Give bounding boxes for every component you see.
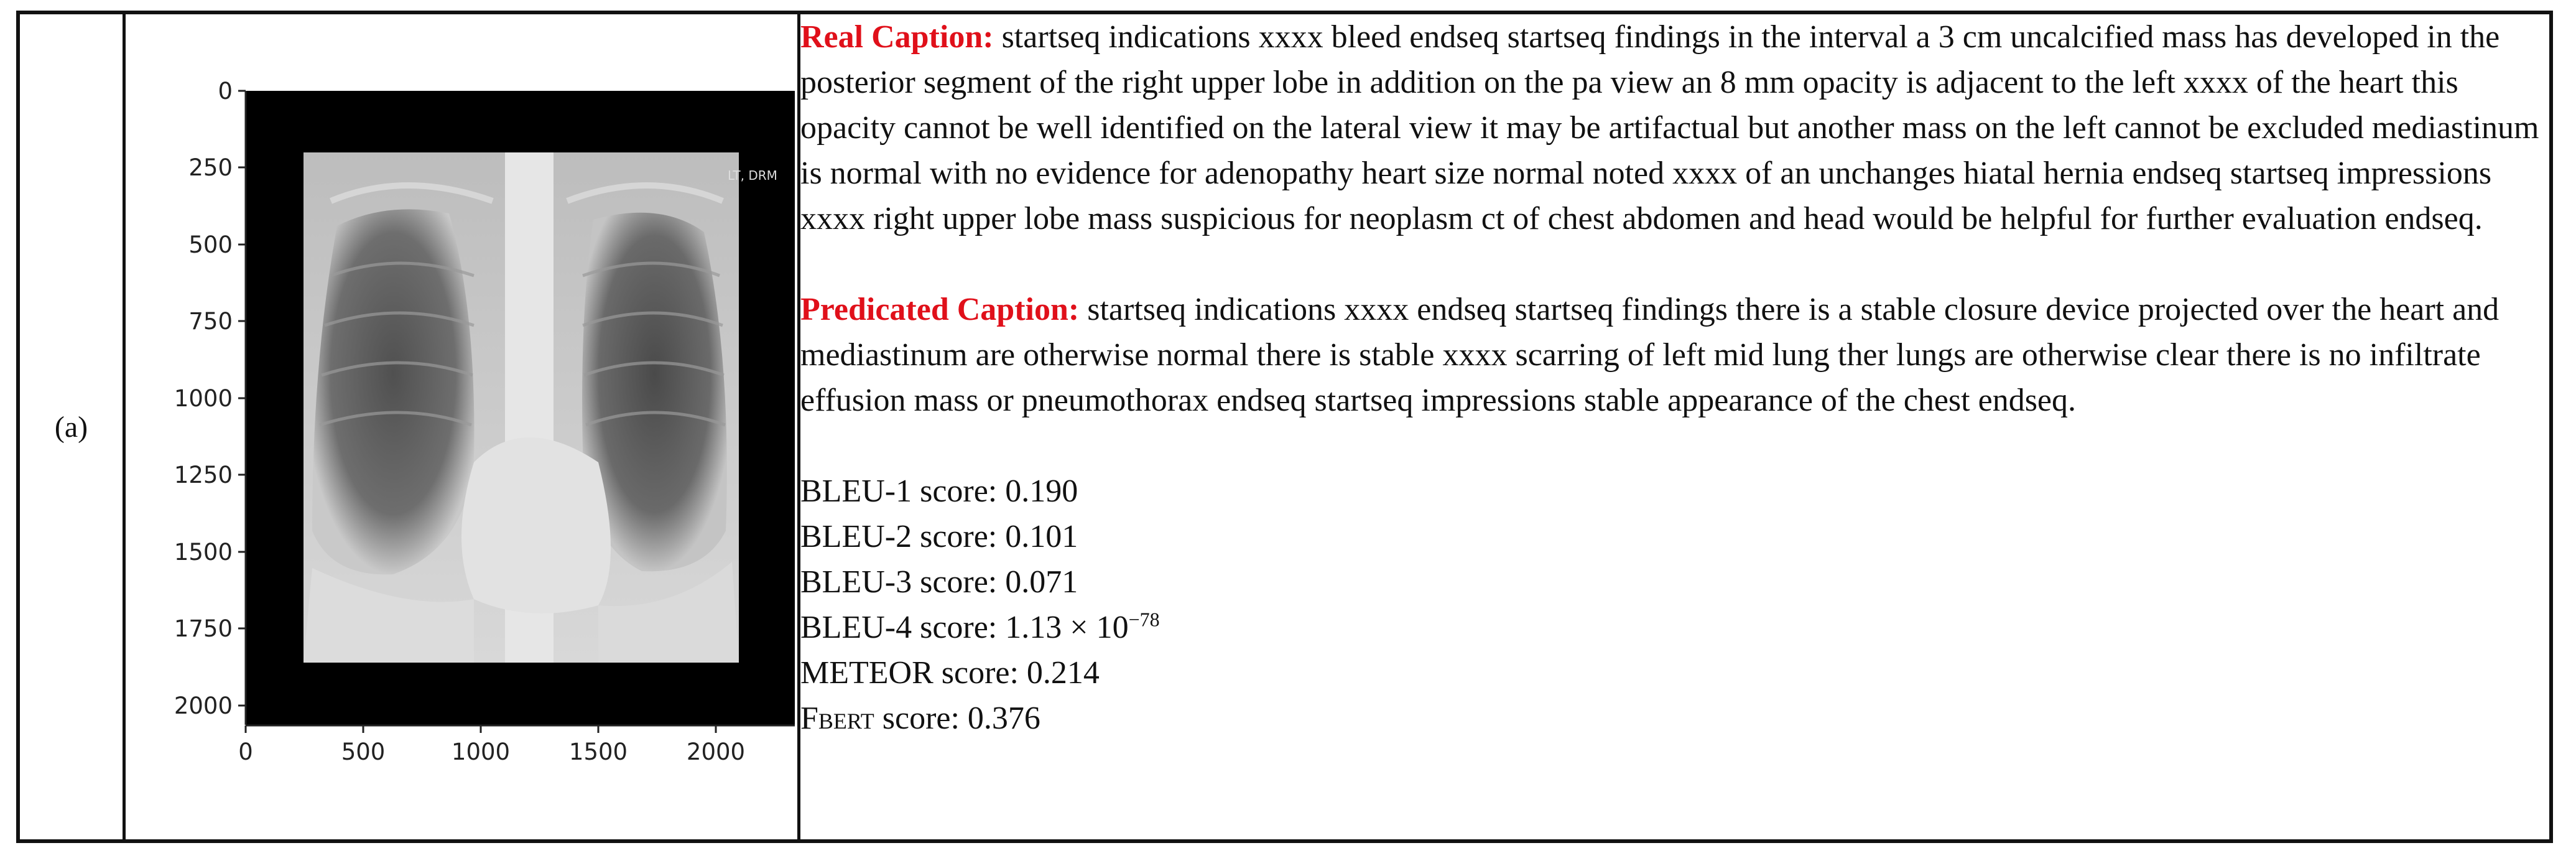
x-axis-ticks: [246, 725, 716, 733]
bleu4-score-value: BLEU-4 score: 1.13 × 10: [800, 610, 1129, 645]
bleu1-score: BLEU-1 score: 0.190: [800, 473, 1078, 509]
predicted-caption-label: Predicated Caption:: [800, 292, 1080, 327]
fbert-score-value: score: 0.376: [874, 701, 1040, 736]
y-tick-label: 750: [188, 308, 233, 335]
bleu4-score: [800, 605, 2543, 650]
y-tick-label: 250: [188, 154, 233, 181]
x-tick-label: 1500: [568, 739, 628, 765]
fbert-score: [800, 696, 2543, 744]
bleu3-score: BLEU-3 score: 0.071: [800, 564, 1078, 600]
row-label: (a): [54, 410, 88, 444]
real-caption-label: Real Caption:: [800, 19, 994, 55]
bleu4-exponent: −78: [1128, 608, 1160, 631]
chest-xray-image: [303, 152, 739, 663]
real-caption-text: startseq indications xxxx bleed endseq startseq findings in the interval a 3 cm uncalcified mass has developed in the posterior segment of the right upper lobe in addition on the pa view an 8 mm opacity is adjacent to the left xxxx of the heart this opacity cannot be well identified on the lateral view it may be artifactual but another mass on the left cannot be excluded mediastinum is normal with no evidence for adenopathy heart size normal noted xxxx of an unchanges hiatal hernia endseq startseq impressions xxxx right upper lobe mass suspicious for neoplasm ct of chest abdomen and head would be helpful for further evaluation endseq.: [800, 19, 2539, 236]
y-tick-label: 1750: [174, 615, 233, 642]
bleu2-score: BLEU-2 score: 0.101: [800, 519, 1078, 554]
predicted-caption-text: startseq indications xxxx endseq startseq findings there is a stable closure device projected over the heart and mediastinum are otherwise normal there is stable xxxx scarring of left mid lung ther lungs are otherwise clear there is no infiltrate effusion mass or pneumothorax endseq startseq impressions stable appearance of the chest endseq.: [800, 292, 2500, 418]
x-tick-label: 1000: [451, 739, 511, 765]
caption-cell: [800, 14, 2543, 839]
xray-corner-label: LT, DRM: [728, 168, 777, 183]
y-tick-label: 2000: [174, 692, 233, 719]
meteor-score: METEOR score: 0.214: [800, 655, 1100, 691]
fbert-subscript: BERT: [818, 709, 874, 734]
x-tick-label: 0: [238, 739, 253, 765]
predicted-caption: [800, 287, 2543, 423]
xray-plot: [126, 14, 799, 839]
y-tick-label: 0: [218, 78, 233, 105]
y-tick-label: 1500: [174, 539, 233, 566]
y-tick-label: 1250: [174, 462, 233, 488]
fbert-f: F: [800, 701, 818, 736]
figure-table: [16, 11, 2553, 843]
y-tick-label: 1000: [174, 385, 233, 412]
x-tick-label: 2000: [686, 739, 746, 765]
y-axis-ticks: [238, 91, 246, 706]
y-tick-label: 500: [188, 231, 233, 258]
xray-plot-svg: [126, 14, 799, 836]
real-caption: [800, 14, 2543, 241]
x-tick-label: 500: [341, 739, 386, 765]
